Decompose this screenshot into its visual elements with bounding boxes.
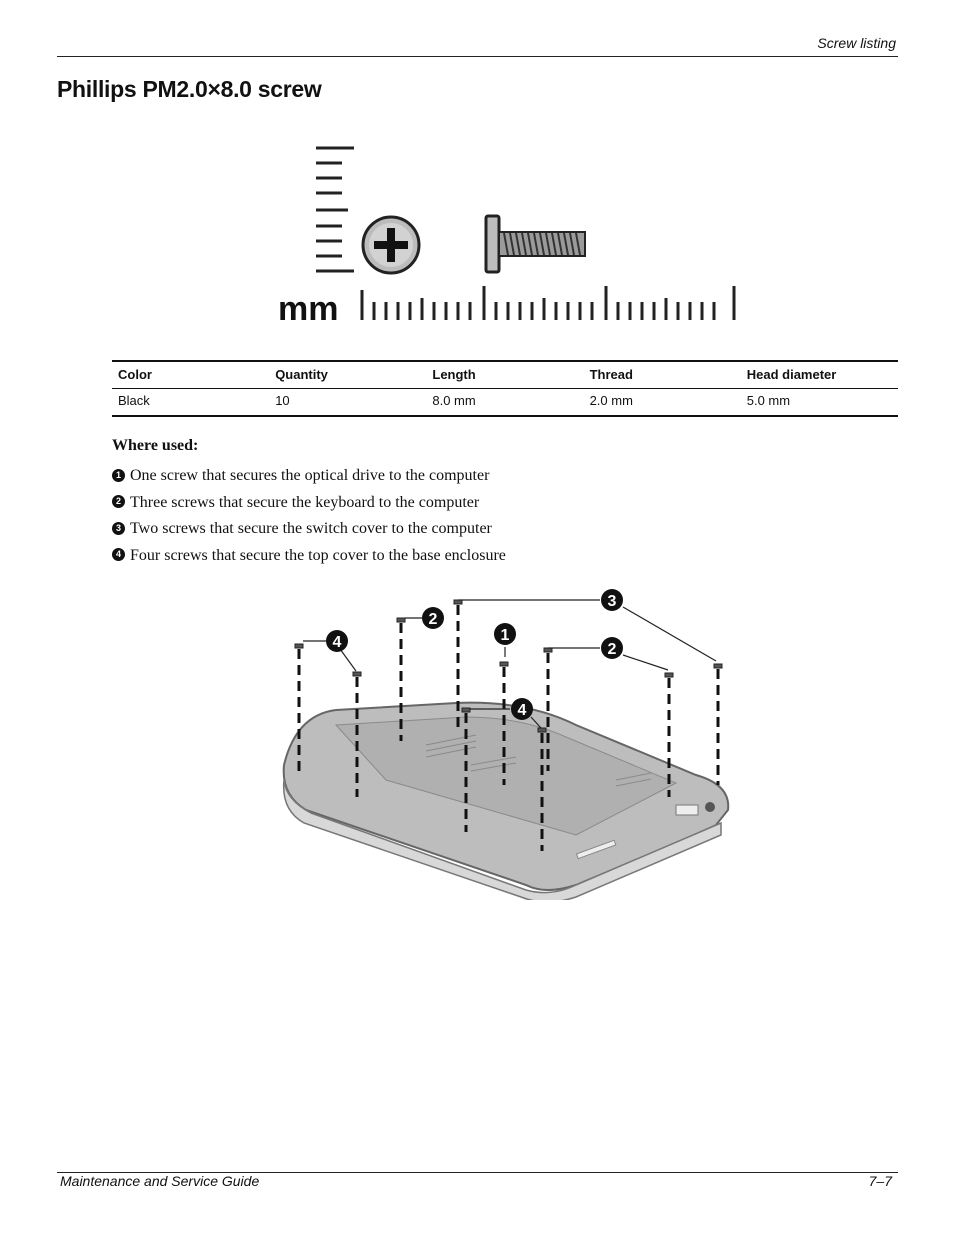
callout-badge: 1 — [112, 469, 125, 482]
svg-text:2: 2 — [607, 641, 617, 658]
footer-guide-title: Maintenance and Service Guide — [60, 1173, 260, 1189]
column-header-quantity: Quantity — [269, 361, 426, 389]
callout-4-left — [326, 630, 348, 652]
page-title: Phillips PM2.0×8.0 screw — [57, 76, 322, 102]
list-item-text: Two screws that secure the switch cover to the computer — [130, 520, 492, 538]
callout-1 — [494, 623, 516, 645]
column-header-head-diameter: Head diameter — [741, 361, 898, 389]
laptop-base-illustration — [276, 585, 736, 900]
phillips-head-icon — [363, 217, 419, 273]
page-number: 7–7 — [868, 1173, 892, 1189]
where-used-label: Where used: — [112, 437, 199, 454]
cell-thread: 2.0 mm — [584, 389, 741, 417]
callout-3 — [601, 589, 623, 611]
svg-text:1: 1 — [500, 627, 510, 644]
screw-illustration — [270, 138, 750, 328]
table-row — [112, 389, 898, 417]
cell-color: Black — [112, 389, 269, 417]
svg-text:2: 2 — [428, 611, 438, 628]
laptop-base — [284, 703, 729, 900]
vertical-scale — [316, 148, 354, 271]
callout-badge: 2 — [112, 495, 125, 508]
list-item — [112, 463, 506, 490]
callout-badge: 4 — [112, 548, 125, 561]
callout-2-left — [422, 607, 444, 629]
column-header-thread: Thread — [584, 361, 741, 389]
header-rule — [57, 56, 898, 57]
list-item — [112, 490, 506, 517]
svg-text:4: 4 — [332, 634, 342, 651]
list-item-text: Three screws that secure the keyboard to the computer — [130, 493, 480, 511]
column-header-length: Length — [426, 361, 583, 389]
list-item — [112, 516, 506, 543]
unit-label: mm — [278, 290, 339, 328]
screw-spec-table — [112, 360, 898, 417]
running-header: Screw listing — [817, 35, 896, 51]
callout-2-right — [601, 637, 623, 659]
cell-quantity: 10 — [269, 389, 426, 417]
cell-head-diameter: 5.0 mm — [741, 389, 898, 417]
callout-badges — [326, 589, 623, 720]
cell-length: 8.0 mm — [426, 389, 583, 417]
svg-text:4: 4 — [517, 702, 527, 719]
table-header-row — [112, 361, 898, 389]
list-item-text: One screw that secures the optical drive to the computer — [130, 467, 490, 485]
horizontal-scale — [362, 286, 734, 320]
callout-4-middle — [511, 698, 533, 720]
svg-text:3: 3 — [607, 593, 617, 610]
where-used-list — [112, 463, 506, 569]
callout-badge: 3 — [112, 522, 125, 535]
screw-side-view — [486, 216, 585, 272]
list-item-text: Four screws that secure the top cover to the base enclosure — [130, 546, 506, 564]
column-header-color: Color — [112, 361, 269, 389]
list-item — [112, 543, 506, 570]
